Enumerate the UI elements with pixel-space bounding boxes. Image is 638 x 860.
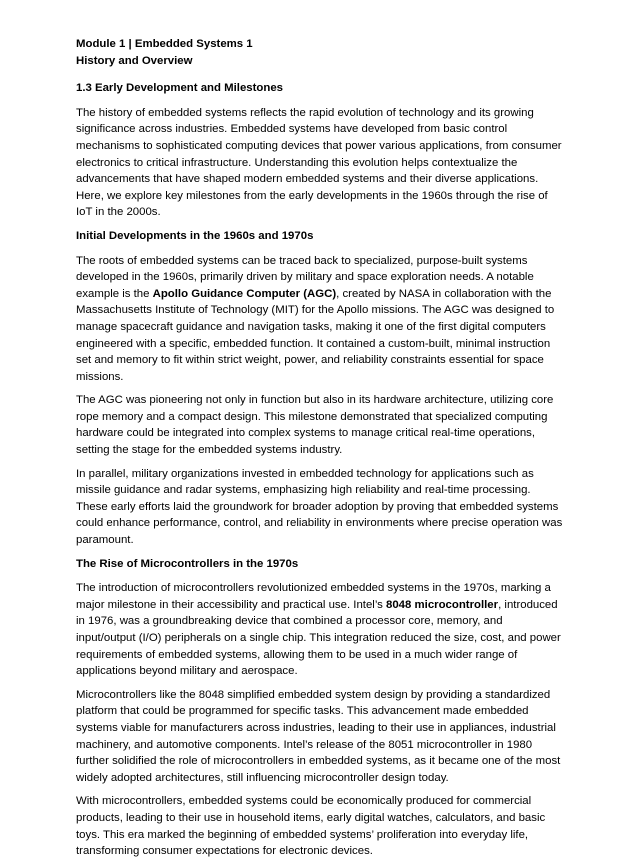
section-microcontrollers bbox=[76, 556, 564, 860]
paragraph: The AGC was pioneering not only in function but also in its hardware architecture, utilizing core rope memory and a compact design. This milestone demonstrated that specialized computing hardware could be integrated into complex systems to manage critical real-time operations, setting the stage for the embedded systems industry. bbox=[76, 394, 554, 457]
section-early-development bbox=[76, 80, 564, 221]
paragraph: The roots of embedded systems can be traced back to specialized, purpose-built systems developed in the 1960s, primarily driven by military and space exploration needs. A notable example is the Apollo Guidance Computer (AGC), created by NASA in collaboration with the Massachusetts Institute of Technology (MIT) for the Apollo missions. The AGC was designed to manage spacecraft guidance and navigation tasks, making it one of the first digital computers engineered with a specific, embedded function. It contained a custom-built, minimal instruction set and memory to fit within strict weight, power, and reliability constraints essential for space missions. bbox=[76, 254, 555, 383]
paragraph: In parallel, military organizations invested in embedded technology for applications such as missile guidance and radar systems, emphasizing high reliability and real-time processing. These early efforts laid the groundwork for broader adoption by proving that embedded systems could enhance performance, control, and reliability in environments where precise operation was paramount. bbox=[76, 467, 563, 547]
document-header bbox=[76, 36, 564, 69]
module-title: Module 1 | Embedded Systems 1 bbox=[76, 38, 253, 50]
section-heading: 1.3 Early Development and Milestones bbox=[76, 82, 284, 95]
bold-term: Apollo Guidance Computer (AGC) bbox=[152, 287, 337, 300]
paragraph: The introduction of microcontrollers revolutionized embedded systems in the 1970s, marking a major milestone in their accessibility and practical use. Intel’s 8048 microcontroller, introduced in 1976, was a groundbreaking device that combined a processor core, memory, and input/output (I/O) peripherals on a single chip. This integration reduced the size, cost, and power requirements of embedded systems, allowing them to be used in a much wider range of applications beyond military and aerospace. bbox=[76, 582, 561, 678]
bold-term: 8048 microcontroller bbox=[386, 598, 499, 611]
section-initial-developments bbox=[76, 228, 564, 549]
module-subtitle: History and Overview bbox=[76, 54, 193, 67]
paragraph: Microcontrollers like the 8048 simplified embedded system design by providing a standardized platform that could be programmed for specific tasks. This advancement made embedded systems viable for manufacturers across industries, leading to their use in appliances, industrial machinery, and automotive components. Intel’s release of the 8051 microcontroller in 1980 further solidified the role of microcontrollers in embedded systems, as it became one of the most widely adopted architectures, still influencing microcontroller design today. bbox=[76, 688, 561, 784]
paragraph: With microcontrollers, embedded systems could be economically produced for commercial products, leading to their use in household items, early digital watches, calculators, and basic toys. This era marked the beginning of embedded systems’ proliferation into everyday life, transforming consumer expectations for electronic devices. bbox=[76, 795, 546, 858]
paragraph: The history of embedded systems reflects the rapid evolution of technology and its growing significance across industries. Embedded systems have developed from basic control mechanisms to sophisticated computing devices that power various applications, from consumer electronics to critical infrastructure. Understanding this evolution helps contextualize the advancements that have shaped modern embedded systems and their diverse applications. Here, we explore key milestones from the early developments in the 1960s through the rise of IoT in the 2000s. bbox=[76, 106, 562, 219]
section-heading: The Rise of Microcontrollers in the 1970s bbox=[76, 557, 299, 570]
section-heading: Initial Developments in the 1960s and 1970s bbox=[76, 229, 314, 242]
